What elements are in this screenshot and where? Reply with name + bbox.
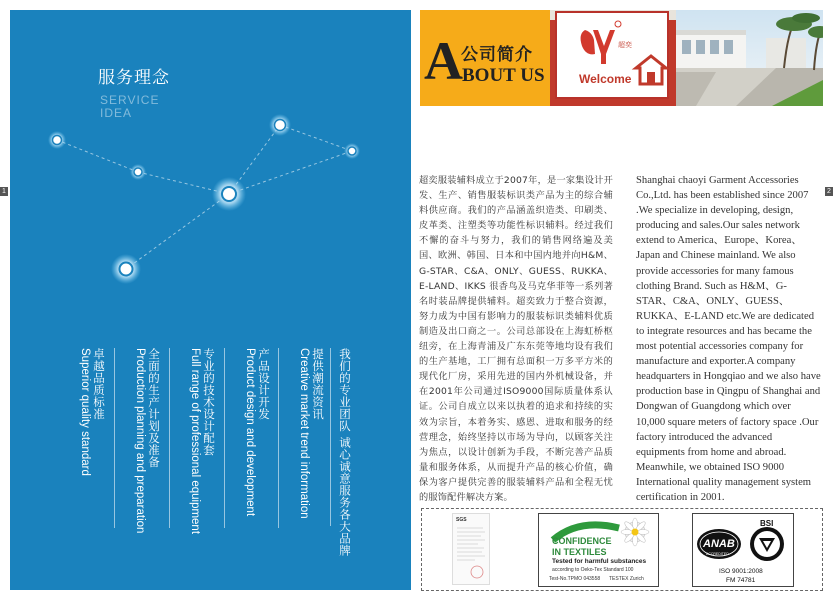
oeko-line2: IN TEXTILES <box>552 547 607 557</box>
service-idea-panel <box>10 10 411 590</box>
service-item-trend <box>297 348 325 519</box>
oeko-tex-certificate <box>538 513 659 587</box>
network-node <box>111 254 141 284</box>
divider-line <box>114 348 115 528</box>
banner-en-title: BOUT US <box>462 65 545 86</box>
service-item-design <box>243 348 271 516</box>
sgs-certificate-document <box>452 513 490 585</box>
oeko-line3: Tested for harmful substances <box>552 558 647 565</box>
service-item-cn: 产品设计开发 <box>257 348 271 420</box>
about-us-banner <box>420 10 550 106</box>
service-item-production <box>133 348 161 533</box>
service-item-en: Production planning and preparation <box>134 348 146 534</box>
oeko-line4: according to Oeko-Tex Standard 100 <box>552 567 634 573</box>
oeko-institute: TESTEX Zurich <box>609 576 644 582</box>
divider-line <box>278 348 279 528</box>
service-item-en: Product design and development <box>244 348 256 517</box>
service-subtitle-line1: SERVICE <box>100 93 160 107</box>
network-node <box>130 164 146 180</box>
service-item-cn: 提供潮流资讯 <box>311 348 325 420</box>
network-node <box>48 131 66 149</box>
divider-line <box>224 348 225 528</box>
bsi-logo-text: BSI <box>760 519 774 528</box>
service-subtitle <box>100 94 159 120</box>
service-item-en: Creative market trend information <box>298 348 310 519</box>
anab-logo-text: ANAB <box>703 538 735 550</box>
service-item-en: Superior quality standard <box>79 348 91 476</box>
service-item-cn: 专业的技术设计配套 <box>202 348 216 456</box>
about-text-english: Shanghai chaoyi Garment Accessories Co.,Ltd. has been established since 2007 .We specialize in developing, design, producing and sales.Our sales network extend to America、Europe、Korea、Japan and Chinese mainland. We also provide accessories for many famous clothing Brand. Such as H&M、G-STAR、C&A、ONLY、GUESS、RUKKA、E-LAND etc.We are dedicated to integrate resources and has became the most potential accessories company for manufacture and exporter.A company headquarters in Hongqiao and we also have production base in Qingpu of Shanghai and Dongwan of Guangdong which over 10,000 square meters of factory space .Our factory introduced the advanced equipments from home and abroad. Meanwhile, we obtained ISO 9000 International quality management system certification in 2001. <box>636 175 821 503</box>
banner-cn-title: 公司简介 <box>461 45 533 65</box>
network-node <box>269 114 291 136</box>
sign-logo-text: 超奕 <box>618 41 632 49</box>
divider-line <box>169 348 170 528</box>
page-number-right: 2 <box>825 187 833 196</box>
service-item-quality <box>78 348 106 476</box>
sign-welcome-text: Welcome <box>579 72 632 86</box>
service-item-cn: 卓越品质标准 <box>92 348 106 420</box>
service-item-equipment <box>188 348 216 534</box>
about-text-chinese: 超奕服装辅料成立于2007年，是一家集设计开发、生产、销售服装标识类产品为主的综合辅料供应商。我们的产品涵盖织造类、印刷类、皮革类、注塑类等功能性标识辅料。经过我们不懈的奋斗与努力，我们的销售网络遍及美国、欧洲、韩国、日本和中国内地并向H&M、G-STAR、C&A、ONLY、GUESS、RUKKA、E-LAND、IKKS 很香鸟及马克华菲等一系列著名时装品牌提供辅料。超奕致力于整合资源，努力成为中国有影响力的服装标识类辅料优质制造及出口商之一。公司总部设在上海虹桥枢纽旁，在上海青浦及广东东莞等地均设有我们的生产基地，工厂拥有总面积一万多平方米的现代化厂房，采用先进的国内外机械设备，并在2001年公司通过ISO9000国际质量体系认证。公司自成立以来以执着的追求和持续的实效为宗旨，本着务实、感恩、进取和服务的经营理念，始终坚持以市场为导向，以顾客关注为焦点，以设计创新为手段，不断完善产品质量和服务体系，从而提升产品的核心价值，确保为客户提供完善的服装辅料产品和全程无忧的服饰配件解决方案。 <box>419 175 613 503</box>
factory-building-photo <box>676 10 823 106</box>
welcome-sign-photo <box>550 10 676 106</box>
sgs-document-header: SGS <box>456 517 467 523</box>
network-node <box>212 177 246 211</box>
oeko-line1: CONFIDENCE <box>552 536 612 546</box>
oeko-test-number: Test-No.TPMO 043558 <box>549 576 601 582</box>
iso-certificate-number: FM 74781 <box>726 577 756 584</box>
page-number-left: 1 <box>0 187 8 196</box>
network-node <box>344 143 360 159</box>
service-item-team <box>338 348 352 556</box>
building-graphic <box>676 10 823 106</box>
document-lines-graphic <box>453 514 489 584</box>
service-item-cn: 全面的生产计划及准备 <box>147 348 161 468</box>
service-title: 服务理念 <box>98 68 170 88</box>
divider-line <box>330 348 331 526</box>
service-item-en: Full range of professional equipment <box>189 348 201 535</box>
iso-certificate <box>692 513 794 587</box>
banner-big-letter: A <box>424 31 463 91</box>
anab-accredited-text: ACCREDITED <box>706 552 729 556</box>
welcome-sign-graphic <box>550 10 676 106</box>
service-item-cn: 我们的专业团队 诚心诚意服务各大品牌 <box>338 348 352 557</box>
iso-standard-text: ISO 9001:2008 <box>719 568 763 575</box>
service-subtitle-line2: IDEA <box>100 106 133 120</box>
